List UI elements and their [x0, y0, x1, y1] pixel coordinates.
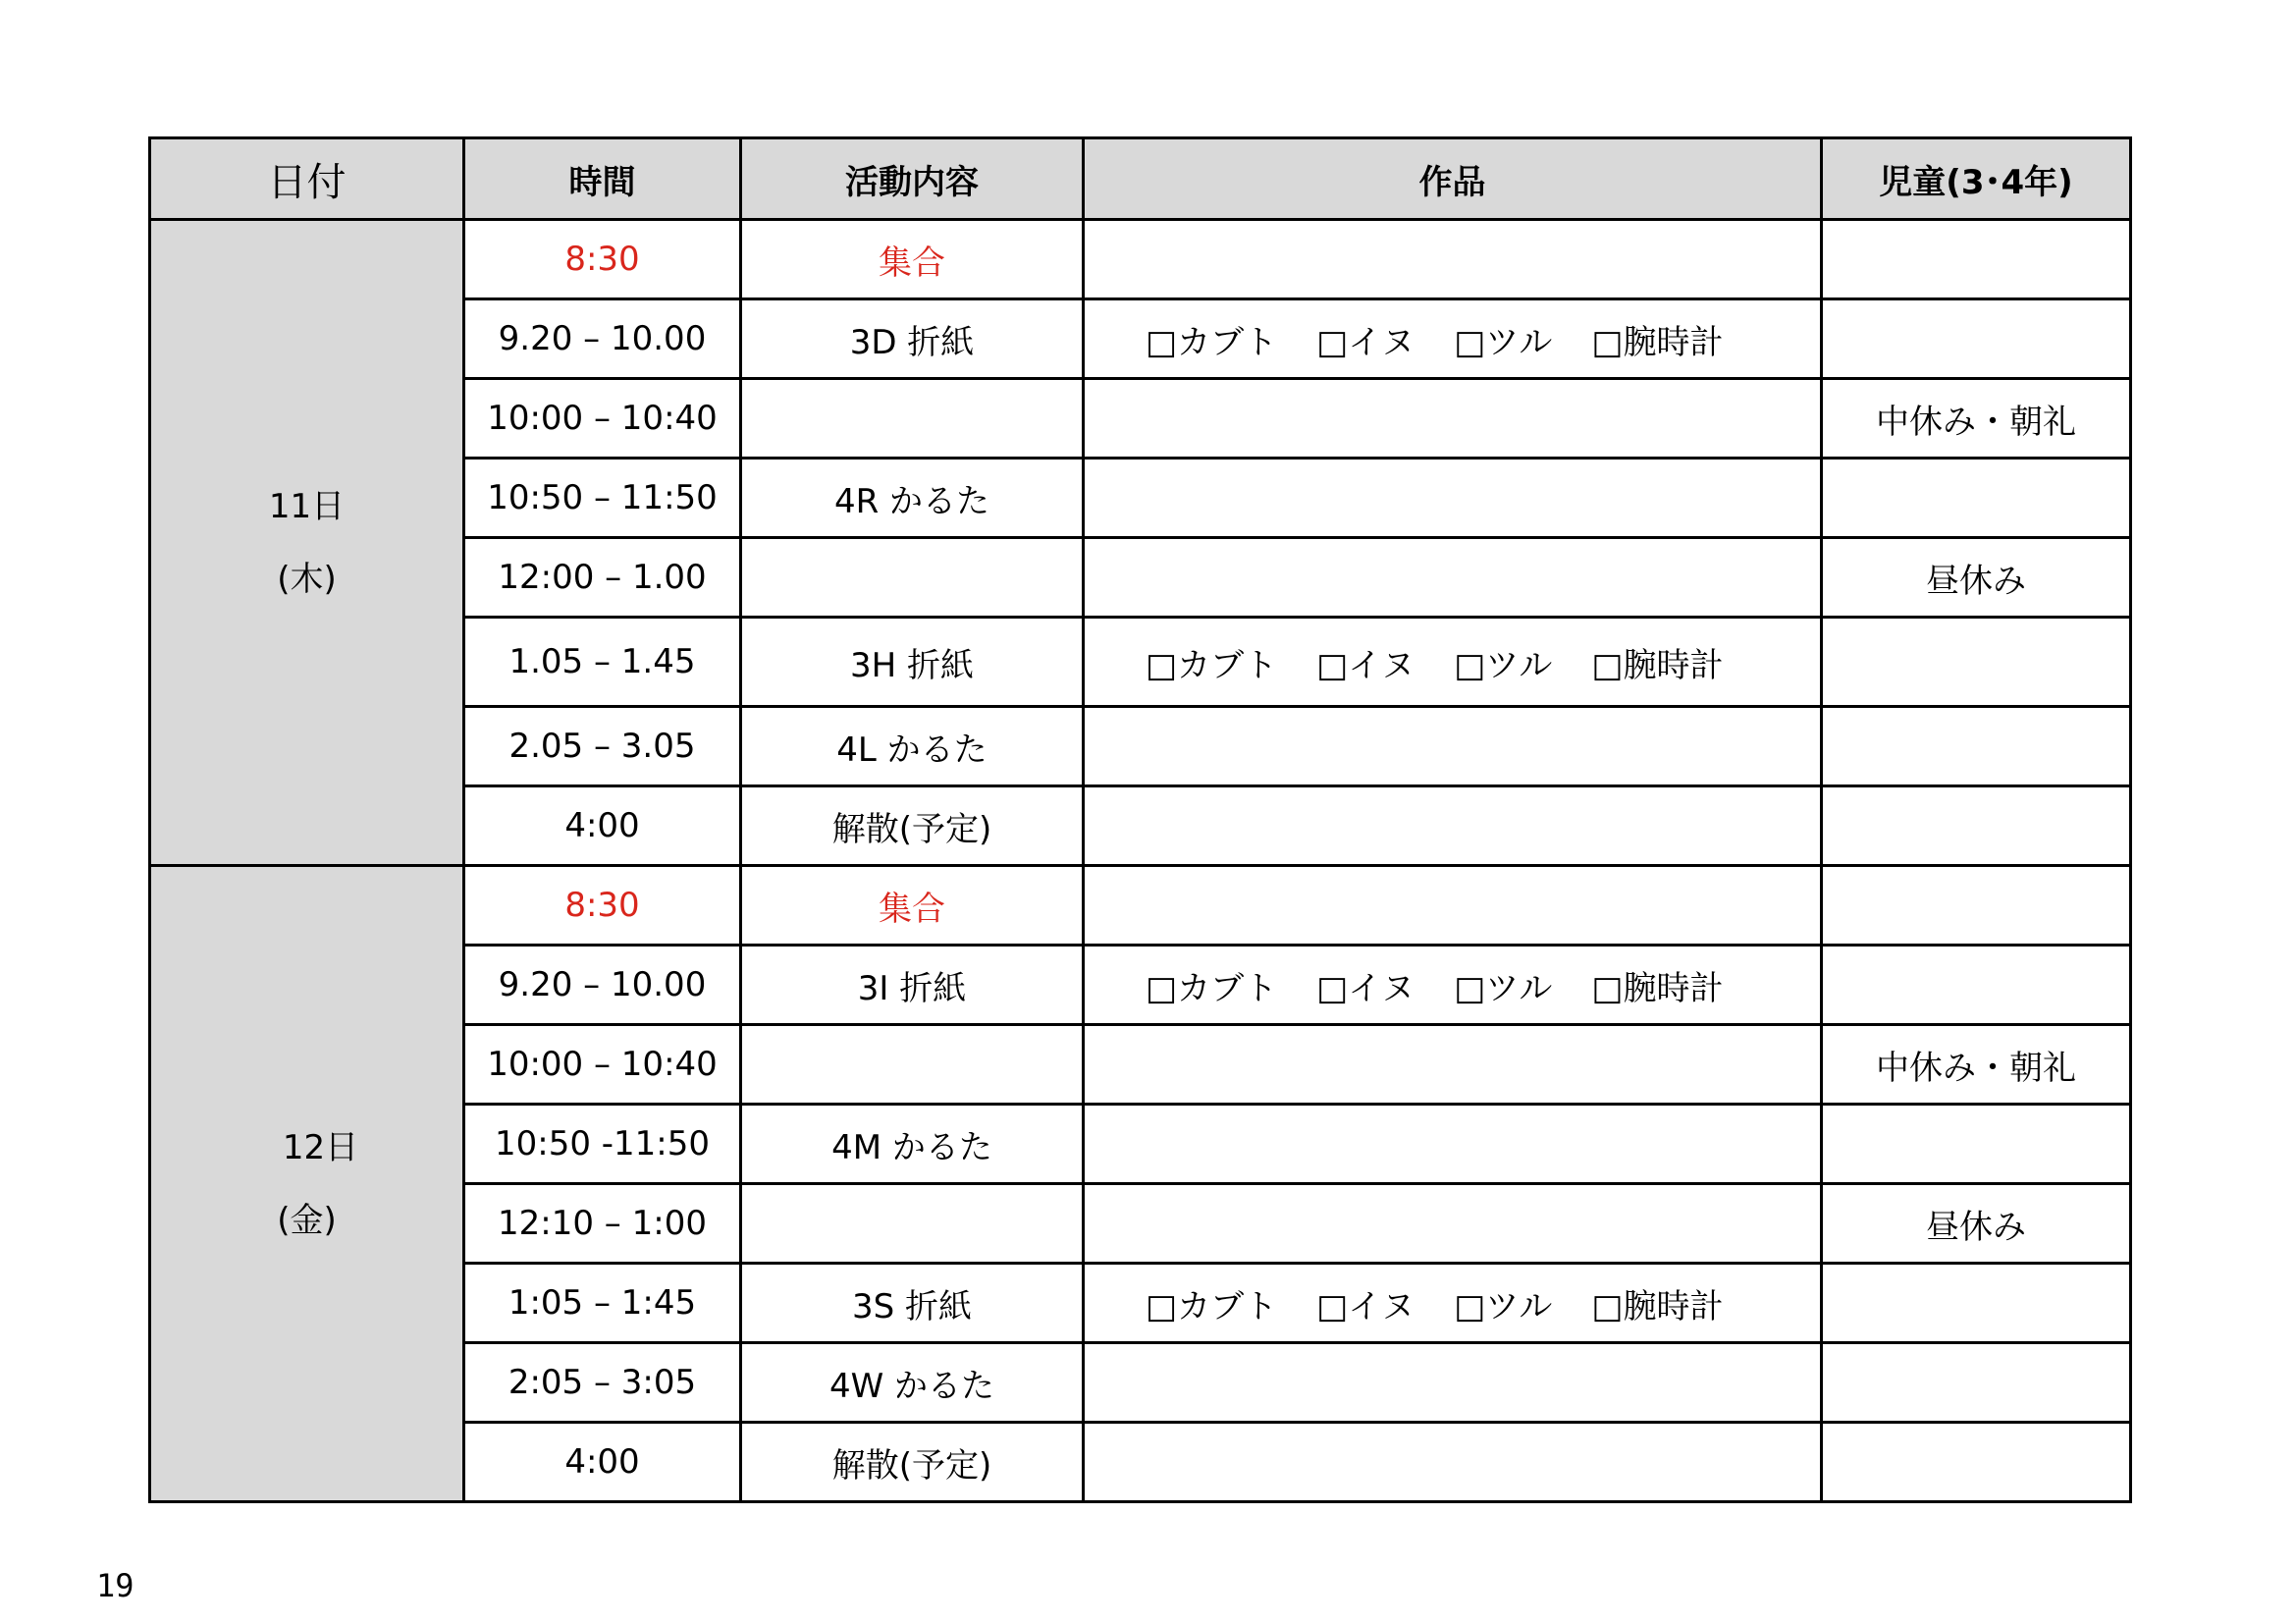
works-cell [1084, 618, 1822, 707]
time-cell: 12:00 – 1.00 [464, 538, 741, 618]
children-cell: 昼休み [1822, 538, 2131, 618]
header-date: 日付 [150, 138, 464, 220]
activity-cell [741, 379, 1084, 459]
header-activity: 活動内容 [741, 138, 1084, 220]
works-cell [1084, 538, 1822, 618]
works-cell [1084, 707, 1822, 786]
works-checkbox-item: □イヌ [1316, 645, 1415, 685]
children-cell [1822, 459, 2131, 538]
children-cell [1822, 1264, 2131, 1343]
works-cell [1084, 1423, 1822, 1502]
works-checkbox-item: □腕時計 [1591, 645, 1724, 685]
children-cell [1822, 786, 2131, 866]
works-cell [1084, 1184, 1822, 1264]
time-cell: 2:05 – 3:05 [464, 1343, 741, 1423]
works-checkbox-item: □イヌ [1316, 968, 1415, 1008]
time-cell: 2.05 – 3.05 [464, 707, 741, 786]
activity-cell: 集合 [741, 220, 1084, 299]
activity-cell [741, 1025, 1084, 1105]
day-number: 11日 [268, 486, 346, 526]
works-checkbox-item: □腕時計 [1591, 968, 1724, 1008]
children-cell [1822, 1105, 2131, 1184]
works-cell [1084, 866, 1822, 946]
table-row [150, 866, 2131, 946]
works-cell [1084, 1343, 1822, 1423]
works-checkbox-item: □カブト [1146, 645, 1278, 685]
time-cell: 10:00 – 10:40 [464, 1025, 741, 1105]
children-cell [1822, 1343, 2131, 1423]
children-cell [1822, 618, 2131, 707]
time-cell: 9.20 – 10.00 [464, 946, 741, 1025]
weekday: (金) [277, 1200, 337, 1240]
activity-cell: 3I 折紙 [741, 946, 1084, 1025]
header-time: 時間 [464, 138, 741, 220]
schedule-body [150, 220, 2131, 1502]
activity-cell: 解散(予定) [741, 1423, 1084, 1502]
table-row [150, 220, 2131, 299]
time-cell: 1:05 – 1:45 [464, 1264, 741, 1343]
children-cell [1822, 946, 2131, 1025]
date-cell [150, 866, 464, 1502]
works-checkbox-item: □ツル [1454, 645, 1553, 685]
activity-cell: 3H 折紙 [741, 618, 1084, 707]
works-cell [1084, 1025, 1822, 1105]
activity-cell: 集合 [741, 866, 1084, 946]
works-cell [1084, 1105, 1822, 1184]
activity-cell: 3S 折紙 [741, 1264, 1084, 1343]
works-checkbox-item: □カブト [1146, 322, 1278, 362]
page-number: 19 [96, 1567, 134, 1604]
works-checkbox-item: □カブト [1146, 968, 1278, 1008]
children-cell [1822, 1423, 2131, 1502]
time-cell: 10:50 – 11:50 [464, 459, 741, 538]
works-cell [1084, 220, 1822, 299]
header-works: 作品 [1084, 138, 1822, 220]
time-cell: 9.20 – 10.00 [464, 299, 741, 379]
works-checkbox-item: □腕時計 [1591, 322, 1724, 362]
activity-cell: 4R かるた [741, 459, 1084, 538]
works-checkbox-item: □イヌ [1316, 322, 1415, 362]
header-row [150, 138, 2131, 220]
header-children: 児童(3･4年) [1822, 138, 2131, 220]
children-cell [1822, 299, 2131, 379]
time-cell: 8:30 [464, 866, 741, 946]
time-cell: 8:30 [464, 220, 741, 299]
children-cell [1822, 866, 2131, 946]
works-cell [1084, 1264, 1822, 1343]
activity-cell: 3D 折紙 [741, 299, 1084, 379]
time-cell: 10:50 -11:50 [464, 1105, 741, 1184]
time-cell: 12:10 – 1:00 [464, 1184, 741, 1264]
activity-cell: 4W かるた [741, 1343, 1084, 1423]
works-cell [1084, 459, 1822, 538]
works-checkbox-item: □ツル [1454, 1286, 1553, 1326]
time-cell: 1.05 – 1.45 [464, 618, 741, 707]
works-cell [1084, 946, 1822, 1025]
time-cell: 4:00 [464, 1423, 741, 1502]
works-checkbox-item: □腕時計 [1591, 1286, 1724, 1326]
activity-cell [741, 538, 1084, 618]
works-cell [1084, 379, 1822, 459]
children-cell [1822, 220, 2131, 299]
works-checkbox-item: □ツル [1454, 322, 1553, 362]
children-cell: 昼休み [1822, 1184, 2131, 1264]
works-checkbox-item: □ツル [1454, 968, 1553, 1008]
time-cell: 10:00 – 10:40 [464, 379, 741, 459]
weekday: (木) [277, 559, 337, 599]
works-cell [1084, 786, 1822, 866]
children-cell: 中休み・朝礼 [1822, 1025, 2131, 1105]
works-cell [1084, 299, 1822, 379]
works-checkbox-item: □イヌ [1316, 1286, 1415, 1326]
activity-cell: 解散(予定) [741, 786, 1084, 866]
schedule-table [148, 136, 2132, 1503]
children-cell [1822, 707, 2131, 786]
activity-cell: 4M かるた [741, 1105, 1084, 1184]
works-checkbox-item: □カブト [1146, 1286, 1278, 1326]
children-cell: 中休み・朝礼 [1822, 379, 2131, 459]
activity-cell: 4L かるた [741, 707, 1084, 786]
day-number: 12日 [282, 1127, 359, 1167]
activity-cell [741, 1184, 1084, 1264]
date-cell [150, 220, 464, 866]
time-cell: 4:00 [464, 786, 741, 866]
